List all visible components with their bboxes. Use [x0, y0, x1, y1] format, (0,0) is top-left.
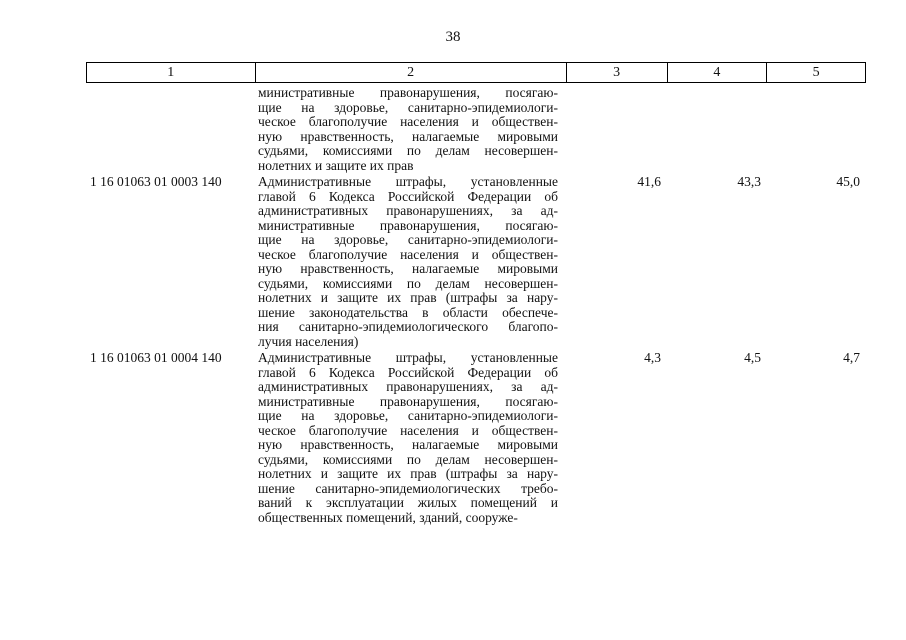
description-line: судьями, комиссиями по делам несовершен-	[258, 451, 558, 467]
description-line: министративные правонарушения, посягаю-	[258, 217, 558, 233]
row-value-column-3: 4,3	[644, 350, 661, 365]
description-line: общественных помещений, зданий, сооруже-	[258, 509, 518, 525]
description-line: ную нравственность, налагаемые мировыми	[258, 437, 558, 452]
description-line: шение законодательства в области обеспече-	[258, 304, 558, 320]
description-line: щие на здоровье, санитарно-эпидемиологи-	[258, 408, 558, 423]
description-line: ческое благополучие населения и обществен-	[258, 114, 558, 129]
description-line: Административные штрафы, установленные	[258, 350, 558, 365]
description-line: нолетних и защите их прав (штрафы за нару-	[258, 290, 558, 305]
page-number: 38	[445, 29, 461, 45]
row-description	[254, 86, 566, 173]
table-row	[86, 351, 866, 525]
row-description	[254, 351, 566, 525]
description-line: главой 6 Кодекса Российской Федерации об	[258, 364, 558, 380]
revenue-table	[86, 62, 866, 525]
description-line: ную нравственность, налагаемые мировыми	[258, 128, 558, 144]
description-line: нолетних и защите их прав (штрафы за нару-	[258, 466, 558, 481]
column-header-1: 1	[167, 65, 175, 80]
description-line: судьями, комиссиями по делам несовершен-	[258, 275, 558, 291]
description-line: административных правонарушениях, за ад-	[258, 203, 558, 218]
description-line: главой 6 Кодекса Российской Федерации об	[258, 188, 558, 204]
column-header-3: 3	[566, 63, 667, 82]
description-line: Административные штрафы, установленные	[258, 174, 558, 189]
description-line: ческое благополучие населения и обществен-	[258, 246, 558, 262]
description-line: щие на здоровье, санитарно-эпидемиологи-	[258, 99, 558, 115]
row-value-column-4: 4,5	[744, 350, 761, 365]
row-value-column-4: 43,3	[737, 174, 761, 189]
table-header	[86, 62, 866, 83]
table-body	[86, 86, 866, 525]
description-line: министративные правонарушения, посягаю-	[258, 393, 558, 409]
description-line: ния санитарно-эпидемиологического благопо-	[258, 319, 558, 334]
table-row	[86, 175, 866, 349]
description-line: ческое благополучие населения и обществен-	[258, 422, 558, 438]
row-code: 1 16 01063 01 0003 140	[90, 174, 222, 189]
description-line: ную нравственность, налагаемые мировыми	[258, 261, 558, 276]
description-line: лучия населения)	[258, 333, 359, 349]
row-value-column-5: 45,0	[836, 174, 860, 189]
column-header-5: 5	[766, 63, 865, 82]
description-line: шение санитарно-эпидемиологических требо-	[258, 480, 558, 496]
description-line: административных правонарушениях, за ад-	[258, 379, 558, 394]
description-line: нолетних и защите их прав	[258, 157, 414, 173]
row-description	[254, 175, 566, 349]
description-line: щие на здоровье, санитарно-эпидемиологи-	[258, 232, 558, 247]
table-row	[86, 86, 866, 173]
row-value-column-3: 41,6	[637, 174, 661, 189]
column-header-4: 4	[667, 63, 767, 82]
row-code: 1 16 01063 01 0004 140	[90, 350, 222, 365]
description-line: ваний к эксплуатации жилых помещений и	[258, 495, 558, 510]
row-value-column-5: 4,7	[843, 350, 860, 365]
column-header-2: 2	[255, 63, 566, 82]
description-line: судьями, комиссиями по делам несовершен-	[258, 143, 558, 158]
description-line: министративные правонарушения, посягаю-	[258, 85, 558, 100]
